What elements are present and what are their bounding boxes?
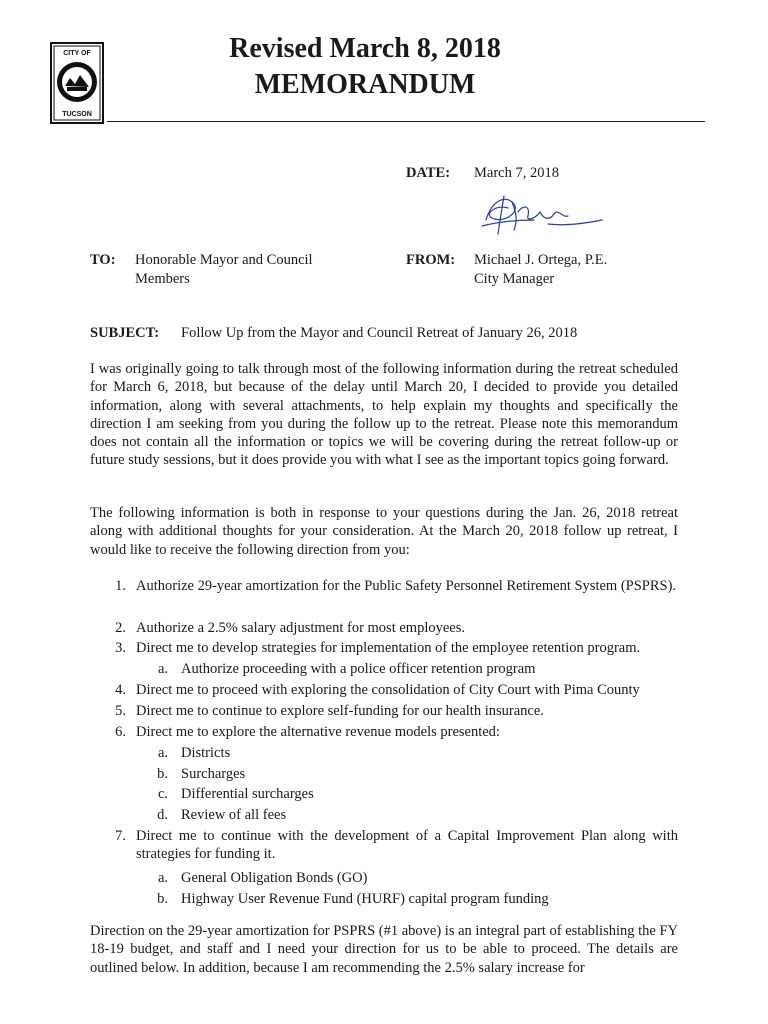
signature-image: [478, 190, 608, 238]
subject-label: SUBJECT:: [90, 325, 160, 341]
from-line-1: Michael J. Ortega, P.E.: [474, 252, 608, 268]
header-rule: [107, 121, 705, 122]
svg-text:CITY OF: CITY OF: [63, 50, 91, 57]
from-label: FROM:: [406, 252, 456, 268]
date-value: March 7, 2018: [474, 165, 559, 181]
subject-value: Follow Up from the Mayor and Council Retreat of January 26, 2018: [181, 325, 578, 341]
memorandum-title: MEMORANDUM: [254, 69, 476, 100]
to-line-2: Members: [135, 271, 190, 287]
revised-date-heading: Revised March 8, 2018: [229, 33, 501, 64]
to-label: TO:: [90, 252, 116, 268]
body-paragraph-1: I was originally going to talk through most of the following information during the retreat scheduled for March 6, 2018, but because of the delay until March 20, I decided to provide you detailed information, along with several attachments, to help explain my thoughts and specifically the direction I am seeking from you during the follow up to the retreat. Please note this memorandum does not contain all the information or topics we will be covering during the retreat follow-up or future study sessions, but it does provide you with what I see as the important topics going forward.: [90, 361, 678, 469]
to-line-1: Honorable Mayor and Council: [135, 252, 313, 268]
body-paragraph-3: Direction on the 29-year amortization for PSPRS (#1 above) is an integral part of establishing the FY 18-19 budget, and staff and I need your direction for us to be able to proceed. The details are outlined below. In addition, because I am recommending the 2.5% salary increase for: [90, 923, 678, 976]
date-label: DATE:: [406, 165, 451, 181]
direction-list: 1. Authorize 29-year amortization for the Public Safety Personnel Retirement System (PSPRS). 2. Authorize a 2.5% salary adjustment for most employees. 3. Direct me to develop strategies for implementation of the employee retention program. a. Authorize proceeding with a police officer retention program 4. Direct me to proceed with exploring the consolidation of City Court with Pima County 5. Direct me to continue to explore self-funding for our health insurance. 6. Direct me to explore the alternative revenue models presented: a. Districts b. Surcharges c. Differential surcharges d. Review of all fees 7. Direct me to continue with the development of a Capital Improvement Plan along with strategies for funding it. a. General Obligation Bonds (GO) b. Highway User Revenue Fund (HURF) capital program funding: [115, 578, 678, 907]
from-line-2: City Manager: [474, 271, 555, 287]
svg-text:TUCSON: TUCSON: [62, 111, 92, 118]
body-paragraph-2: The following information is both in response to your questions during the Jan. 26, 2018 retreat along with additional thoughts for your consideration. At the March 20, 2018 follow up retreat, I would like to receive the following direction from you:: [90, 505, 678, 558]
